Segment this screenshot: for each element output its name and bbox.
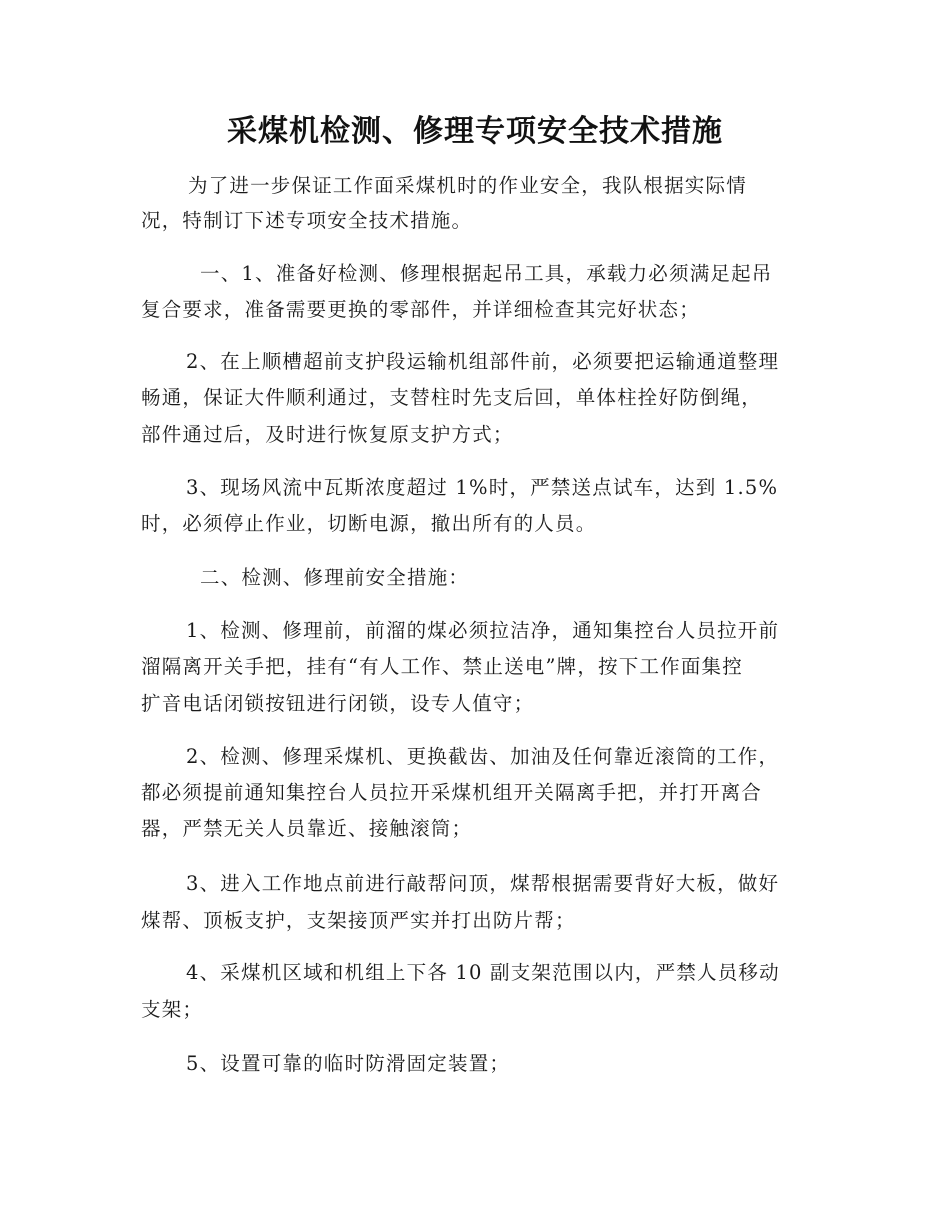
paragraph-line: 煤帮、顶板支护，支架接顶严实并打出防片帮； — [141, 909, 576, 932]
paragraph-line: 时，必须停止作业，切断电源，撤出所有的人员。 — [141, 512, 597, 535]
paragraph-line: 器，严禁无关人员靠近、接触滚筒； — [141, 817, 473, 840]
paragraph-line: 3、进入工作地点前进行敲帮问顶，煤帮根据需要背好大板，做好 — [186, 872, 780, 895]
paragraph-line: 溜隔离开关手把，挂有“有人工作、禁止送电”牌，按下工作面集控 — [141, 655, 743, 678]
paragraph-line: 畅通，保证大件顺利通过，支替柱时先支后回，单体柱拴好防倒绳， — [141, 386, 763, 409]
paragraph-line: 支架； — [141, 998, 204, 1021]
paragraph-line: 复合要求，准备需要更换的零部件，并详细检查其完好状态； — [141, 298, 700, 321]
paragraph-line: 5、设置可靠的临时防滑固定装置； — [186, 1052, 511, 1075]
paragraph-line: 4、采煤机区域和机组上下各 10 副支架范围以内，严禁人员移动 — [186, 961, 780, 984]
paragraph-line: 部件通过后，及时进行恢复原支护方式； — [141, 423, 514, 446]
paragraph-line: 2、在上顺槽超前支护段运输机组部件前，必须要把运输通道整理 — [186, 350, 780, 373]
paragraph-line: 2、检测、修理采煤机、更换截齿、加油及任何靠近滚筒的工作， — [186, 745, 780, 768]
paragraph-line: 一、1、准备好检测、修理根据起吊工具，承载力必须满足起吊 — [200, 262, 773, 285]
section-heading-line: 二、检测、修理前安全措施： — [200, 566, 470, 589]
document-title: 采煤机检测、修理专项安全技术措施 — [227, 114, 723, 149]
paragraph-line: 1、检测、修理前，前溜的煤必须拉洁净，通知集控台人员拉开前 — [186, 619, 780, 642]
paragraph-line: 况，特制订下述专项安全技术措施。 — [141, 209, 473, 232]
paragraph-line: 扩音电话闭锁按钮进行闭锁，设专人值守； — [141, 692, 535, 715]
paragraph-line: 为了进一步保证工作面采煤机时的作业安全，我队根据实际情 — [188, 174, 747, 197]
paragraph-line: 3、现场风流中瓦斯浓度超过 1%时，严禁送点试车，达到 1.5% — [186, 476, 779, 499]
paragraph-line: 都必须提前通知集控台人员拉开采煤机组开关隔离手把，并打开离合 — [141, 781, 763, 804]
